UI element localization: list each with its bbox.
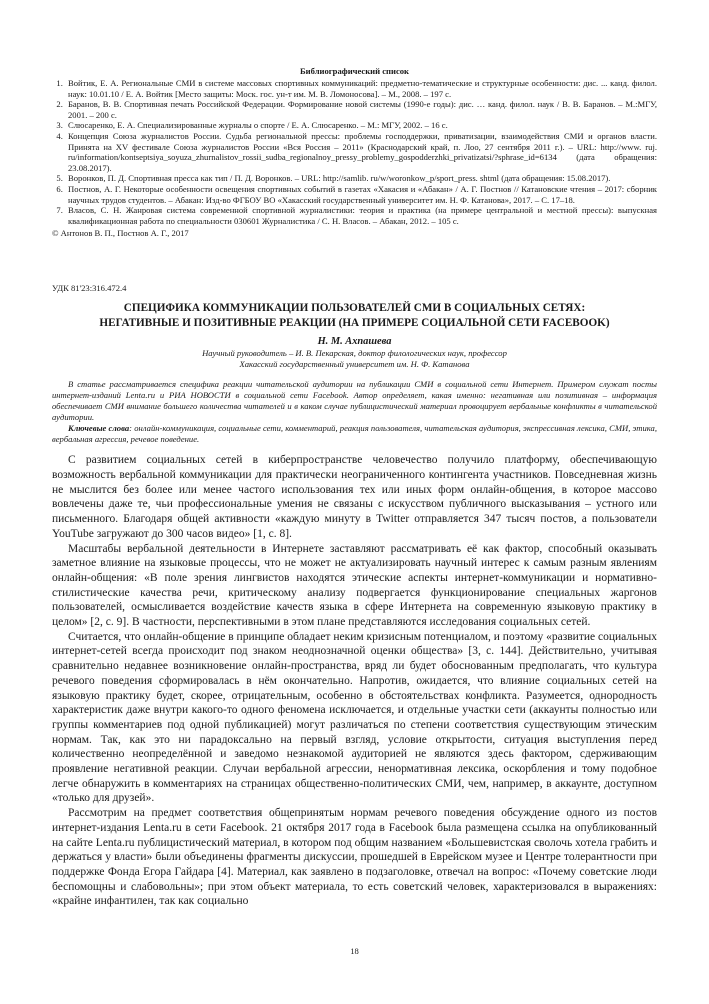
copyright-notice: © Антонов В. П., Постнов А. Г., 2017	[52, 228, 189, 239]
article-title-line: НЕГАТИВНЫЕ И ПОЗИТИВНЫЕ РЕАКЦИИ (НА ПРИМЕРЕ СОЦИАЛЬНОЙ СЕТИ FACEBOOK)	[99, 316, 610, 329]
supervisor-line: Научный руководитель – И. В. Пекарская, доктор филологических наук, профессор	[202, 348, 507, 359]
keywords-line	[52, 423, 657, 445]
article-body	[52, 453, 657, 909]
body-paragraph: С развитием социальных сетей в киберпространстве человечество получило платформу, обеспечивающую возможность вербальной коммуникации для практически неограниченного контингента участников. Повседневная жизнь не мыслится без более или менее частого использования тех или иных форм онлайн-общения, в которое массово вовлечены даже те, чьи профессиональные умения не связаны с искусством публичного высказывания – устного или письменного. Благодаря общей активности «каждую минуту в Twitter отправляется 347 тысяч постов, а пользователи YouTube загружают до 300 часов видео» [1, с. 8].	[52, 454, 657, 540]
udk-code: УДК 81'23:316.472.4	[52, 283, 127, 294]
bibliography-item: 3. Слюсаренко, Е. А. Специализированные журналы о спорте / Е. А. Слюсаренко. – М.: МГУ, 2002. – 16 с.	[65, 120, 657, 131]
bibliography-item: 6. Постнов, А. Г. Некоторые особенности освещения спортивных событий в газетах «Хакасия и «Абакан» / А. Г. Постнов // Катановские чтения – 2017: сборник научных трудов студентов. – Абакан: Изд-во ФГБОУ ВО «Хакасский государственный университет им. Н. Ф. Катанова», 2017. – С. 17–18.	[65, 184, 657, 205]
body-paragraph: Считается, что онлайн-общение в принципе обладает неким кризисным потенциалом, и поэтому «развитие социальных интернет-сетей всегда происходит под знаком неоднозначной оценки общества» [3, с. 144]. Действительно, учитывая сравнительно недавнее возникновение онлайн-пространства, вряд ли будет обоснованным предполагать, что культура речевого поведения сформировалась в нём окончательно. Напротив, ожидается, что влияние социальных сетей на языковую практику будет, скорее, отрицательным, особенно в обстоятельствах конфликта. Разумеется, однородность характеристик даже внутри какого-то одного феномена исключается, и отдельные участки сети (аккаунты полностью или группы комментариев под одной публикацией) могут различаться по степени соответствия существующим этическим нормам. Так, как это ни парадоксально на первый взгляд, условие открытости, ситуация выступления перед количественно неопределённой и заведомо незнакомой аудиторией не являются здесь фактором, сдерживающим проявление негативной реакции. Случаи вербальной агрессии, ненормативная лексика, оскорбления и тому подобное легче обнаружить в комментариях на страницах общественно-политических СМИ, чем, например, в аккаунте, доступном «только для друзей».	[52, 630, 657, 805]
keywords-text: : онлайн-коммуникация, социальные сети, комментарий, реакция пользователя, читательская аудитория, экспрессивная лексика, СМИ, этика, вербальная агрессия, речевое поведение.	[52, 423, 657, 445]
university-line: Хакасский государственный университет им. Н. Ф. Катанова	[239, 359, 470, 370]
body-paragraph: Масштабы вербальной деятельности в Интернете заставляют рассматривать её как фактор, способный оказывать заметное влияние на языковые процессы, что не может не актуализировать научный интерес к самым разным явлениям онлайн-общения: «В поле зрения лингвистов находятся этические аспекты интернет-коммуникации и нормативно-стилистические качества речи, критическому анализу подвергается функционирование специальных жаргонов пользователей, осмысливается воздействие качеств языка в сфере Интернета на современную языковую практику в целом» [2, с. 9]. В частности, перспективными в этом плане представляются исследования социальных сетей.	[52, 542, 657, 629]
article-title-line: СПЕЦИФИКА КОММУНИКАЦИИ ПОЛЬЗОВАТЕЛЕЙ СМИ В СОЦИАЛЬНЫХ СЕТЯХ:	[123, 302, 586, 315]
bibliography-item: 2. Баранов, В. В. Спортивная печать Российской Федерации. Формирование новой системы (1990-е годы): дис. … канд. филол. наук / В. В. Баранов. – М.:МГУ, 2001. – 200 с.	[65, 99, 657, 120]
keywords-label: Ключевые слова	[68, 423, 130, 434]
bibliography-item: 4. Концепция Союза журналистов России. Судьба региональной прессы: проблемы господдержки, приватизации, взаимодействия СМИ и органов власти. Принята на XV фестивале Союза журналистов России «Вся Россия – 2011» (Краснодарский край, п. Лоо, 27 сентября 2011 г.). – URL: http://www. ruj. ru/information/kontseptsiya_soyuza_zhurnalistov_rossii_sudba_regionalnoy_pressy_problemy_gospodderzhki_privatizatsi/?sphrase_id=6134 (дата обращения: 23.08.2017).	[65, 131, 657, 173]
body-paragraph: Рассмотрим на предмет соответствия общепринятым нормам речевого поведения обсуждение одного из постов интернет-издания Lenta.ru в сети Facebook. 21 октября 2017 года в Facebook была размещена ссылка на опубликованный на сайте Lenta.ru публицистический материал, в котором под общим названием «Большевистская сволочь хотела грабить и держаться у власти» были объединены фрагменты дискуссии, прошедшей в Еврейском музее и Центре толерантности при поддержке Фонда Егора Гайдара [4]. Материал, как заявлено в подзаголовке, отвечал на вопрос: «Почему советские люди беспомощны и слабовольны»; при этом объект материала, то есть советский человек, характеризовался в выражениях: «крайне инфантилен, так как социально	[52, 807, 657, 908]
article-abstract: В статье рассматривается специфика реакции читательской аудитории на публикации СМИ в социальной сети Интернет. Примером служат посты интернет-изданий Lenta.ru и РИА НОВОСТИ в социальной сети Facebook. Автор определяет, какая именно: негативная или позитивная – информация обеспечивает СМИ внимание большего количества читателей и в каком случае публицистический материал провоцирует вербальные конфликты в читательской аудитории.	[52, 379, 657, 423]
bibliography-item: 5. Воронков, П. Д. Спортивная пресса как тип / П. Д. Воронков. – URL: http://samlib. ru/w/woronkow_p/sport_press. shtml (дата обращения: 15.08.2017).	[65, 173, 657, 184]
article-title	[52, 301, 657, 330]
page-number: 18	[350, 946, 359, 956]
bibliography-section	[52, 66, 657, 239]
bibliography-heading: Библиографический список	[299, 66, 410, 76]
bibliography-item: 7. Власов, С. Н. Жанровая система современной спортивной журналистики: теория и практика (на примере центральной и местной прессы): выпускная квалификационная работа по специальности 030601 Журналистика / С. Н. Власов. – Абакан, 2012. – 105 с.	[65, 205, 657, 226]
bibliography-list	[52, 78, 657, 226]
bibliography-item: 1. Войтик, Е. А. Региональные СМИ в системе массовых спортивных коммуникаций: предметно-тематические и структурные особенности: дис. ... канд. филол. наук: 10.01.10 / Е. А. Войтик [Место защиты: Моск. гос. ун-т им. М. В. Ломоносова]. – М., 2008. – 197 с.	[65, 78, 657, 99]
article-author: Н. М. Ахпашева	[317, 336, 392, 348]
